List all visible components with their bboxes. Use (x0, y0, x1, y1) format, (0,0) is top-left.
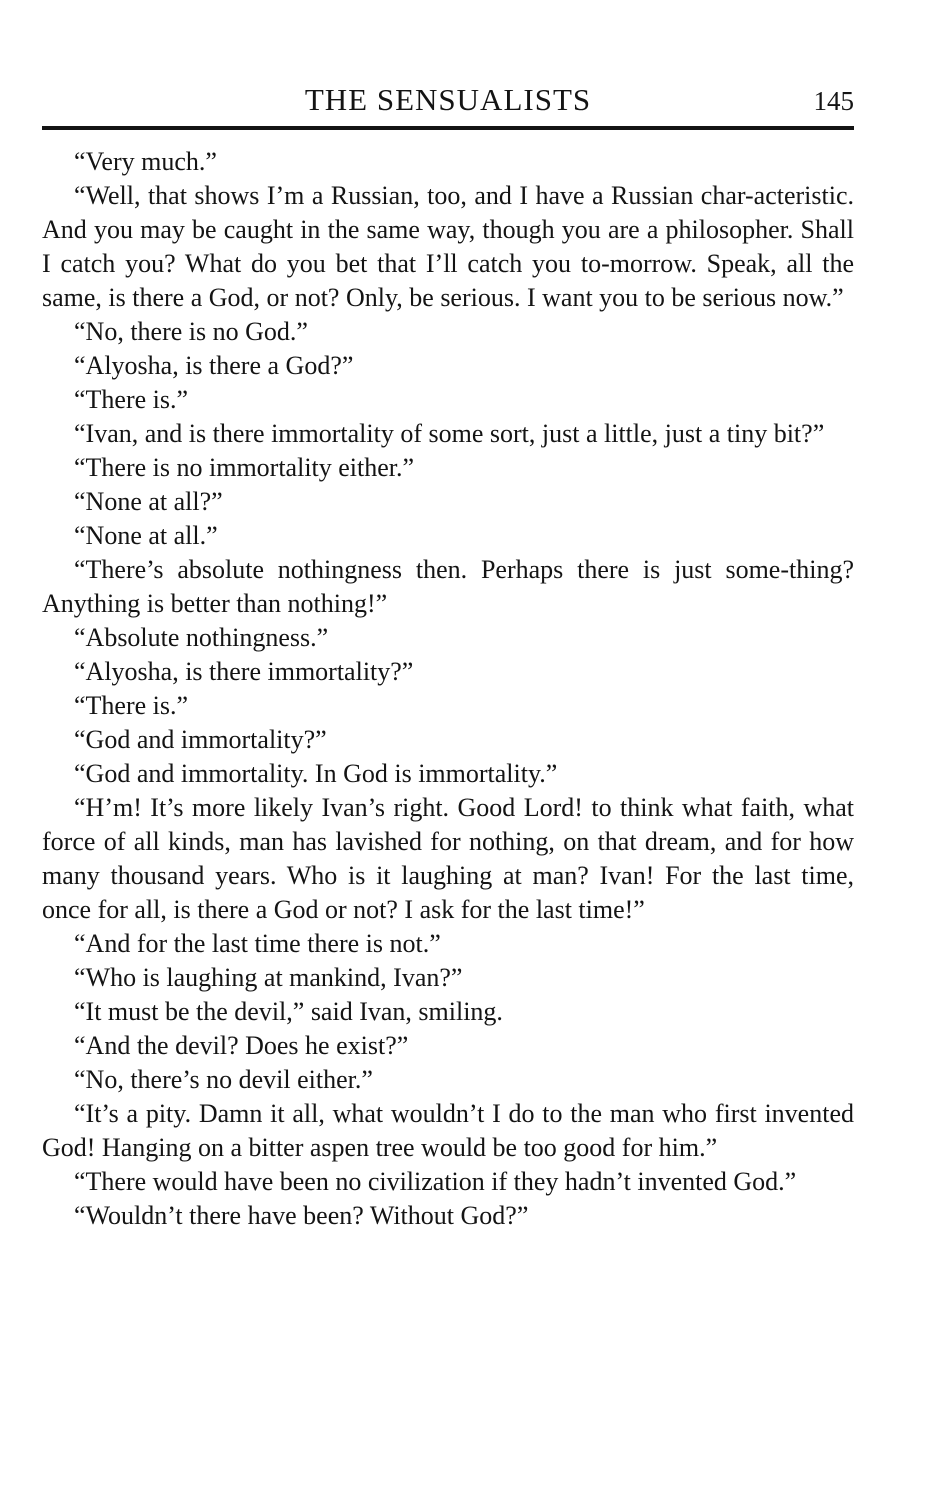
paragraph: “There would have been no civilization if they hadn’t invented God.” (74, 1167, 797, 1196)
paragraph: “Who is laughing at mankind, Ivan?” (74, 963, 463, 992)
paragraph: “There is.” (74, 385, 189, 414)
paragraph: “There is no immortality either.” (74, 453, 415, 482)
paragraph: “None at all?” (74, 487, 223, 516)
paragraph: “Alyosha, is there a God?” (74, 351, 354, 380)
paragraph: “No, there is no God.” (74, 317, 308, 346)
body-text (42, 145, 854, 1233)
running-title: THE SENSUALISTS (304, 82, 592, 117)
paragraph: “Well, that shows I’m a Russian, too, and I have a Russian char-acteristic. And you may be caught in the same way, though you are a philosopher. Shall I catch you? What do you bet that I’ll catch you to-morrow. Speak, all the same, is there a God, or not? Only, be serious. I want you to be serious now.” (42, 181, 854, 312)
paragraph: “God and immortality. In God is immortality.” (74, 759, 558, 788)
paragraph: “It must be the devil,” said Ivan, smiling. (74, 997, 503, 1026)
paragraph: “No, there’s no devil either.” (74, 1065, 373, 1094)
paragraph: “God and immortality?” (74, 725, 327, 754)
running-head (42, 82, 854, 122)
paragraph: “There is.” (74, 691, 189, 720)
paragraph: “And the devil? Does he exist?” (74, 1031, 409, 1060)
paragraph: “Alyosha, is there immortality?” (74, 657, 414, 686)
page-number: 145 (813, 86, 854, 116)
paragraph: “And for the last time there is not.” (74, 929, 441, 958)
paragraph: “Ivan, and is there immortality of some sort, just a little, just a tiny bit?” (74, 419, 825, 448)
paragraph: “There’s absolute nothingness then. Perhaps there is just some-thing? Anything is better than nothing!” (42, 555, 854, 618)
paragraph: “Absolute nothingness.” (74, 623, 329, 652)
header-rule (42, 126, 854, 130)
paragraph: “Wouldn’t there have been? Without God?” (74, 1201, 529, 1230)
paragraph: “None at all.” (74, 521, 218, 550)
paragraph: “Very much.” (74, 147, 217, 176)
paragraph: “H’m! It’s more likely Ivan’s right. Good Lord! to think what faith, what force of all kinds, man has lavished for nothing, on that dream, and for how many thousand years. Who is it laughing at man? Ivan! For the last time, once for all, is there a God or not? I ask for the last time!” (42, 793, 854, 924)
paragraph: “It’s a pity. Damn it all, what wouldn’t I do to the man who first invented God! Hanging on a bitter aspen tree would be too good for him.” (42, 1099, 854, 1162)
